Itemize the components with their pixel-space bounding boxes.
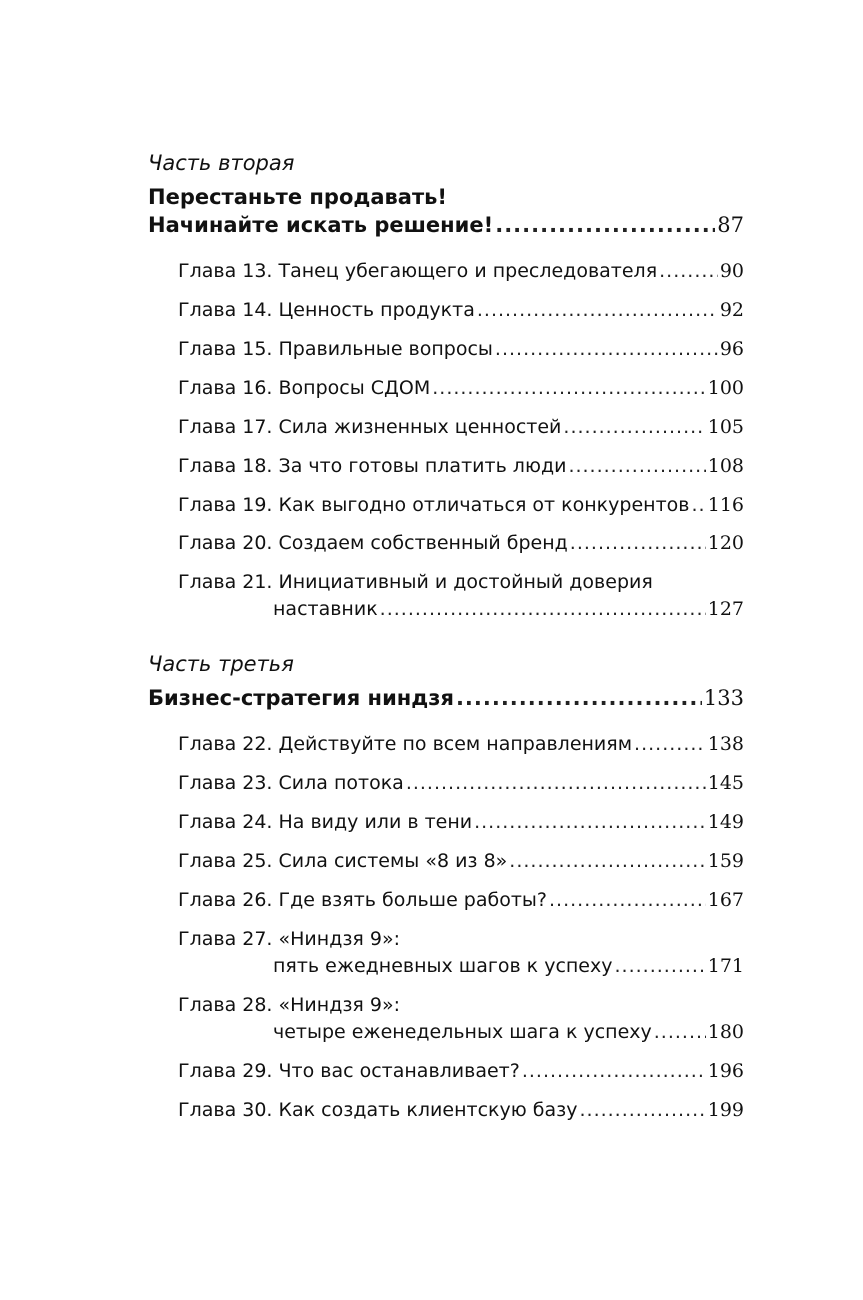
dot-leader [456,685,702,711]
page-number: 196 [707,1060,744,1082]
chapter-title: Глава 29. Что вас останавливает? [178,1060,520,1082]
dot-leader [406,771,706,795]
toc-entry [178,259,744,283]
dot-leader [477,298,718,322]
page-number: 108 [707,455,744,477]
dot-leader [570,531,706,555]
toc-entry [178,298,744,322]
chapter-title-line: Глава 27. «Ниндзя 9»: [178,928,401,950]
chapter-title-line: Глава 28. «Ниндзя 9»: [178,994,401,1016]
dot-leader [634,732,706,756]
page-number: 133 [703,686,744,710]
chapter-title: Глава 19. Как выгодно отличаться от конкурентов [178,494,690,516]
dot-leader [522,1059,706,1083]
page-number: 199 [707,1099,744,1121]
page-number: 116 [707,494,744,516]
chapter-title: Глава 13. Танец убегающего и преследователя [178,260,658,282]
dot-leader [654,1020,706,1044]
part-title-line: Перестаньте продавать! [148,185,447,209]
chapter-title: Глава 14. Ценность продукта [178,299,475,321]
page-number: 167 [707,889,744,911]
part-label: Часть третья [148,652,294,676]
toc-entry [273,597,744,621]
dot-leader [474,810,706,834]
page-number: 145 [707,772,744,794]
page-number: 90 [719,260,744,282]
chapter-title: Глава 24. На виду или в тени [178,811,473,833]
toc-entry [178,454,744,478]
chapter-title: Глава 17. Сила жизненных ценностей [178,416,562,438]
page-number: 180 [707,1021,744,1043]
dot-leader [691,493,705,517]
chapter-title: Глава 15. Правильные вопросы [178,338,493,360]
part-title-row [148,685,744,711]
dot-leader [495,212,715,238]
toc-entry [178,732,744,756]
chapter-title-line: Глава 21. Инициативный и достойный доверия [178,571,653,593]
chapter-title: Глава 25. Сила системы «8 из 8» [178,850,508,872]
page-number: 105 [707,416,744,438]
part-label: Часть вторая [148,151,295,175]
dot-leader [549,888,706,912]
toc-entry [273,954,744,978]
part-title-text: Начинайте искать решение! [148,213,494,237]
chapter-title: Глава 18. За что готовы платить люди [178,455,567,477]
page-number: 127 [707,598,744,620]
chapter-title: Глава 26. Где взять больше работы? [178,889,547,911]
dot-leader [659,259,718,283]
chapter-title: Глава 22. Действуйте по всем направлениям [178,733,633,755]
dot-leader [563,415,705,439]
chapter-title: Глава 16. Вопросы СДОМ [178,377,431,399]
page-number: 138 [707,733,744,755]
page-number: 159 [707,850,744,872]
dot-leader [509,849,705,873]
page-number: 120 [707,532,744,554]
toc-entry [178,888,744,912]
page-number: 149 [707,811,744,833]
page-number: 171 [707,955,744,977]
chapter-title: пять ежедневных шагов к успеху [273,955,613,977]
toc-entry [178,1059,744,1083]
dot-leader [568,454,705,478]
toc-entry [178,810,744,834]
toc-entry [178,771,744,795]
dot-leader [579,1098,705,1122]
dot-leader [615,954,706,978]
page-number: 100 [707,377,744,399]
chapter-title: Глава 20. Создаем собственный бренд [178,532,568,554]
chapter-title: наставник [273,598,378,620]
dot-leader [495,337,718,361]
page-number: 87 [717,213,744,237]
dot-leader [432,376,706,400]
toc-entry [178,493,744,517]
toc-entry [178,415,744,439]
toc-entry [178,376,744,400]
chapter-title: Глава 30. Как создать клиентскую базу [178,1099,578,1121]
page-number: 96 [719,338,744,360]
toc-entry [178,849,744,873]
part-title-row [148,212,744,238]
page-number: 92 [719,299,744,321]
toc-entry [273,1020,744,1044]
toc-entry [178,531,744,555]
chapter-title: четыре еженедельных шага к успеху [273,1021,652,1043]
part-title-text: Бизнес-стратегия ниндзя [148,686,454,710]
toc-entry [178,1098,744,1122]
chapter-title: Глава 23. Сила потока [178,772,404,794]
toc-entry [178,337,744,361]
dot-leader [380,597,706,621]
